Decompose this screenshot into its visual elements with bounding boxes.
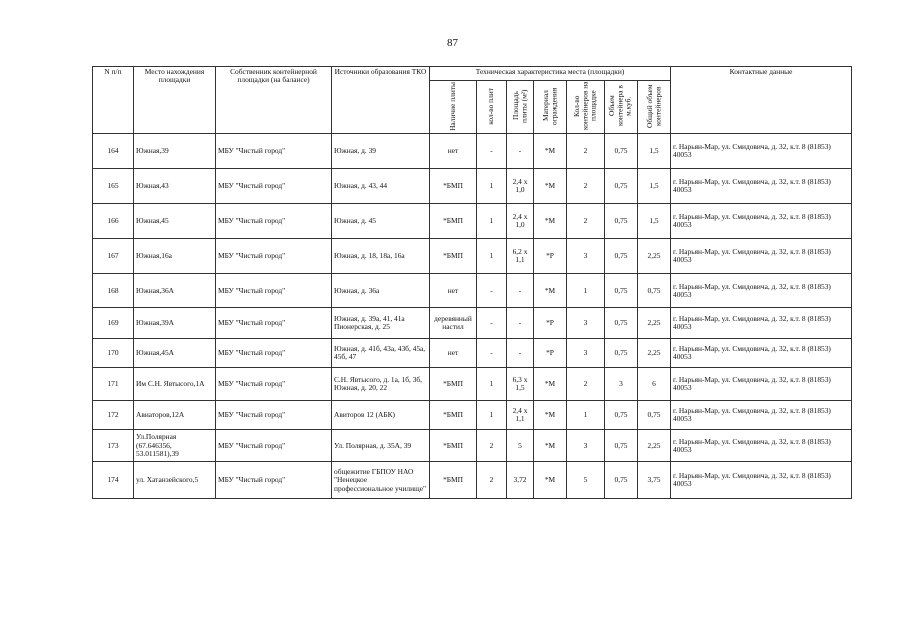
cell-volume: 0,75: [605, 401, 638, 430]
header-total-label: Общий объем контейнеров: [644, 84, 663, 128]
cell-num: 166: [93, 204, 134, 239]
cell-slab: *БМП: [430, 462, 477, 499]
cell-area: 2,4 x 1,1: [507, 401, 534, 430]
cell-slab: нет: [430, 339, 477, 368]
cell-num: 164: [93, 134, 134, 169]
cell-slab-count: 2: [477, 430, 507, 462]
cell-num: 165: [93, 169, 134, 204]
table-row: [93, 462, 852, 499]
cell-owner: МБУ "Чистый город": [216, 134, 332, 169]
cell-slab-count: 1: [477, 204, 507, 239]
cell-num: 174: [93, 462, 134, 499]
cell-volume: 0,75: [605, 339, 638, 368]
cell-fence: *М: [534, 462, 567, 499]
cell-sources: Южная, д. 45: [332, 204, 430, 239]
cell-sources: Южная, д. 43, 44: [332, 169, 430, 204]
cell-sources: Южная, д. 39а, 41, 41а Пионерская, д. 25: [332, 308, 430, 339]
header-area: [507, 81, 534, 134]
cell-contacts: г. Нарьян-Мар, ул. Смидовича, д. 32, к.т. 8 (81853) 40053: [671, 169, 852, 204]
cell-location: Южная,45: [134, 204, 216, 239]
header-volume-label: Объем контейнера в м.куб.: [607, 85, 634, 127]
table-row: [93, 339, 852, 368]
cell-total: 0,75: [638, 401, 671, 430]
cell-volume: 3: [605, 368, 638, 401]
cell-slab: нет: [430, 134, 477, 169]
cell-area: -: [507, 134, 534, 169]
cell-area: 6,3 x 1,5: [507, 368, 534, 401]
cell-area: 2,4 x 1,0: [507, 204, 534, 239]
cell-owner: МБУ "Чистый город": [216, 239, 332, 274]
header-containers-label: Кол-во контейнеров на площадке: [571, 81, 598, 131]
cell-num: 173: [93, 430, 134, 462]
cell-slab: нет: [430, 274, 477, 308]
cell-sources: общежитие ГБПОУ НАО "Ненецкое профессиональное училище": [332, 462, 430, 499]
cell-slab-count: -: [477, 274, 507, 308]
cell-owner: МБУ "Чистый город": [216, 274, 332, 308]
container-sites-table: [92, 66, 852, 499]
header-tech-group: Техническая характеристика места (площадки): [430, 67, 671, 81]
table-header: [93, 67, 852, 134]
cell-owner: МБУ "Чистый город": [216, 169, 332, 204]
cell-slab: деревянный настил: [430, 308, 477, 339]
cell-contacts: г. Нарьян-Мар, ул. Смидовича, д. 32, к.т. 8 (81853) 40053: [671, 462, 852, 499]
header-num: N п/п: [93, 67, 134, 134]
cell-num: 172: [93, 401, 134, 430]
header-slab-count-label: кол-во плит: [486, 87, 496, 125]
cell-containers: 1: [567, 401, 605, 430]
cell-fence: *М: [534, 169, 567, 204]
header-slab-label: Наличие плиты: [447, 81, 457, 131]
cell-containers: 3: [567, 339, 605, 368]
cell-contacts: г. Нарьян-Мар, ул. Смидовича, д. 32, к.т. 8 (81853) 40053: [671, 134, 852, 169]
table-row: [93, 430, 852, 462]
cell-total: 1,5: [638, 134, 671, 169]
cell-location: Им С.Н. Явтысого,1А: [134, 368, 216, 401]
header-total: [638, 81, 671, 134]
cell-slab-count: -: [477, 339, 507, 368]
cell-sources: Авиторов 12 (АБК): [332, 401, 430, 430]
cell-owner: МБУ "Чистый город": [216, 401, 332, 430]
cell-area: 5: [507, 430, 534, 462]
cell-fence: *Р: [534, 339, 567, 368]
cell-area: -: [507, 308, 534, 339]
cell-location: Южная,16а: [134, 239, 216, 274]
cell-fence: *М: [534, 401, 567, 430]
cell-owner: МБУ "Чистый город": [216, 204, 332, 239]
cell-contacts: г. Нарьян-Мар, ул. Смидовича, д. 32, к.т. 8 (81853) 40053: [671, 368, 852, 401]
cell-sources: Ул. Полярная, д. 35А, 39: [332, 430, 430, 462]
table-body: [93, 134, 852, 499]
header-volume: [605, 81, 638, 134]
header-location: Место нахождения площадки: [134, 67, 216, 134]
table-row: [93, 204, 852, 239]
cell-total: 3,75: [638, 462, 671, 499]
header-fence: [534, 81, 567, 134]
cell-containers: 3: [567, 308, 605, 339]
table-row: [93, 169, 852, 204]
cell-volume: 0,75: [605, 462, 638, 499]
cell-slab: *БМП: [430, 204, 477, 239]
cell-slab: *БМП: [430, 401, 477, 430]
cell-slab: *БМП: [430, 430, 477, 462]
cell-location: Южная,39А: [134, 308, 216, 339]
cell-owner: МБУ "Чистый город": [216, 308, 332, 339]
cell-fence: *Р: [534, 308, 567, 339]
cell-area: -: [507, 274, 534, 308]
cell-owner: МБУ "Чистый город": [216, 462, 332, 499]
cell-total: 1,5: [638, 169, 671, 204]
cell-containers: 5: [567, 462, 605, 499]
cell-containers: 3: [567, 430, 605, 462]
cell-volume: 0,75: [605, 430, 638, 462]
cell-volume: 0,75: [605, 239, 638, 274]
cell-containers: 3: [567, 239, 605, 274]
page-number: 87: [447, 37, 458, 49]
cell-num: 170: [93, 339, 134, 368]
cell-contacts: г. Нарьян-Мар, ул. Смидовича, д. 32, к.т. 8 (81853) 40053: [671, 204, 852, 239]
cell-containers: 1: [567, 274, 605, 308]
cell-location: Ул.Полярная (67.646356, 53.011581),39: [134, 430, 216, 462]
table-row: [93, 134, 852, 169]
cell-containers: 2: [567, 169, 605, 204]
cell-sources: Южная, д. 36а: [332, 274, 430, 308]
cell-location: Южная,39: [134, 134, 216, 169]
table-row: [93, 239, 852, 274]
cell-num: 167: [93, 239, 134, 274]
cell-slab: *БМП: [430, 368, 477, 401]
cell-fence: *М: [534, 134, 567, 169]
cell-sources: Южная, д. 39: [332, 134, 430, 169]
header-fence-label: Материал ограждения: [540, 87, 558, 125]
cell-slab: *БМП: [430, 169, 477, 204]
cell-slab-count: 1: [477, 401, 507, 430]
cell-volume: 0,75: [605, 204, 638, 239]
cell-slab-count: 2: [477, 462, 507, 499]
cell-num: 169: [93, 308, 134, 339]
cell-slab-count: 1: [477, 368, 507, 401]
cell-containers: 2: [567, 368, 605, 401]
cell-location: ул. Хатанзейского,5: [134, 462, 216, 499]
cell-fence: *М: [534, 204, 567, 239]
header-owner: Собственник контейнерной площадки (на балансе): [216, 67, 332, 134]
cell-area: 2,4 x 1,0: [507, 169, 534, 204]
cell-fence: *М: [534, 274, 567, 308]
table-row: [93, 368, 852, 401]
cell-sources: Южная, д. 18, 18а, 16а: [332, 239, 430, 274]
cell-total: 2,25: [638, 239, 671, 274]
cell-sources: Южная, д. 41б, 43а, 43б, 45а, 45б, 47: [332, 339, 430, 368]
cell-contacts: г. Нарьян-Мар, ул. Смидовича, д. 32, к.т. 8 (81853) 40053: [671, 430, 852, 462]
cell-location: Южная,36А: [134, 274, 216, 308]
cell-area: -: [507, 339, 534, 368]
cell-total: 2,25: [638, 339, 671, 368]
cell-contacts: г. Нарьян-Мар, ул. Смидовича, д. 32, к.т. 8 (81853) 40053: [671, 308, 852, 339]
cell-sources: С.Н. Явтысого, д. 1а, 1б, 3б, Южная, д. 20, 22: [332, 368, 430, 401]
cell-total: 1,5: [638, 204, 671, 239]
cell-fence: *М: [534, 430, 567, 462]
cell-containers: 2: [567, 134, 605, 169]
cell-containers: 2: [567, 204, 605, 239]
header-slab-count: [477, 81, 507, 134]
cell-owner: МБУ "Чистый город": [216, 339, 332, 368]
cell-owner: МБУ "Чистый город": [216, 430, 332, 462]
cell-owner: МБУ "Чистый город": [216, 368, 332, 401]
header-sources: Источники образования ТКО: [332, 67, 430, 134]
header-slab: [430, 81, 477, 134]
table-row: [93, 308, 852, 339]
cell-slab-count: -: [477, 308, 507, 339]
cell-volume: 0,75: [605, 274, 638, 308]
cell-contacts: г. Нарьян-Мар, ул. Смидовича, д. 32, к.т. 8 (81853) 40053: [671, 339, 852, 368]
cell-contacts: г. Нарьян-Мар, ул. Смидовича, д. 32, к.т. 8 (81853) 40053: [671, 274, 852, 308]
cell-volume: 0,75: [605, 308, 638, 339]
cell-contacts: г. Нарьян-Мар, ул. Смидовича, д. 32, к.т. 8 (81853) 40053: [671, 239, 852, 274]
cell-location: Южная,43: [134, 169, 216, 204]
cell-slab-count: 1: [477, 239, 507, 274]
cell-location: Авиаторов,12А: [134, 401, 216, 430]
cell-volume: 0,75: [605, 169, 638, 204]
cell-location: Южная,45А: [134, 339, 216, 368]
cell-fence: *Р: [534, 239, 567, 274]
table-row: [93, 401, 852, 430]
cell-area: 3,72: [507, 462, 534, 499]
cell-slab: *БМП: [430, 239, 477, 274]
cell-total: 2,25: [638, 308, 671, 339]
header-contacts: Контактные данные: [671, 67, 852, 134]
cell-slab-count: -: [477, 134, 507, 169]
cell-num: 171: [93, 368, 134, 401]
cell-num: 168: [93, 274, 134, 308]
cell-volume: 0,75: [605, 134, 638, 169]
cell-area: 6,2 x 1,1: [507, 239, 534, 274]
cell-slab-count: 1: [477, 169, 507, 204]
cell-total: 2,25: [638, 430, 671, 462]
header-area-label: Площадь плиты (м²): [510, 89, 528, 123]
header-containers: [567, 81, 605, 134]
cell-total: 0,75: [638, 274, 671, 308]
cell-total: 6: [638, 368, 671, 401]
cell-contacts: г. Нарьян-Мар, ул. Смидовича, д. 32, к.т. 8 (81853) 40053: [671, 401, 852, 430]
table-row: [93, 274, 852, 308]
cell-fence: *М: [534, 368, 567, 401]
